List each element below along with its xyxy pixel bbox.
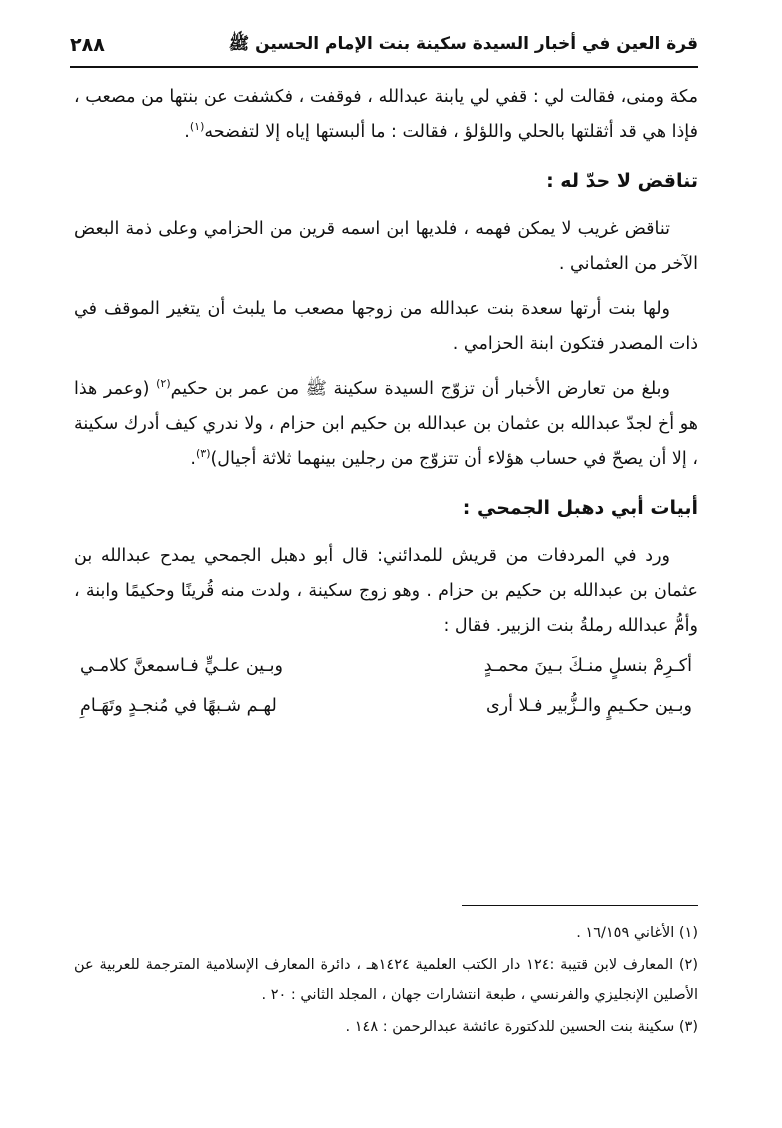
poem-verse [74,646,698,686]
verse-hemistich-second: وبـين علـيٍّ فـاسمعنَّ كلامـي [80,656,283,676]
section-heading-verses: أبيات أبي دهبل الجمحي : [462,497,698,519]
paragraph-1-end: . [184,122,190,142]
footnote-divider [462,905,698,906]
paragraph-2: تناقض غريب لا يمكن فهمه ، فلديها ابن اسمه قرين من الحزامي وعلى ذمة البعض الآخر من العثماني . [74,219,698,274]
verse-hemistich-second: لهـم شـبهًا في مُنجـدٍ وتَهَـامِ [80,696,277,716]
footnote-2: (٢) المعارف لابن قتيبة :١٢٤ دار الكتب العلمية ١٤٢٤هـ ، دائرة المعارف الإسلامية المترجمة للعربية عن الأصلين الإنجليزي والفرنسي ، طبعة انتشارات جهان ، المجلد الثاني : ٢٠ . [74,957,698,1003]
paragraph-3: ولها بنت أرتها سعدة بنت عبدالله من زوجها مصعب ما يلبث أن يتغير الموقف في ذات المصدر فتكون ابنة الحزامي . [74,299,698,354]
paragraph-1 [74,80,698,150]
footnote-ref-3: (٣) [195,447,211,461]
running-header [70,24,698,68]
footnotes [74,918,698,1044]
header-title: قرة العين في أخبار السيدة سكينة بنت الإمام الحسين ﷺ [228,33,698,54]
section-heading-contradiction: تناقض لا حدّ له : [546,170,698,192]
paragraph-4-end: . [190,449,196,469]
main-text [74,80,698,726]
footnote-1: (١) الأغاني ١٦/١٥٩ . [576,925,698,941]
poem-verse [74,686,698,726]
paragraph-1-text: مكة ومنى، فقالت لي : قفي لي يابنة عبدالله ، فوقفت ، فكشفت عن بنتها من مصعب ، فإذا هي قد أثقلتها بالحلي واللؤلؤ ، فقالت : ما ألبستها إياه إلا لتفضحه [74,87,698,142]
paragraph-4-text-b: (وعمر هذا هو أخ لجدّ عبدالله بن عثمان بن عبدالله بن حكيم ابن حزام ، ولا ندري كيف أدرك سكينة ، إلا أن يصحّ في حساب هؤلاء أن تتزوّج من رجلين بينهما ثلاثة أجيال) [74,379,698,469]
footnote-3: (٣) سكينة بنت الحسين للدكتورة عائشة عبدالرحمن : ١٤٨ . [345,1019,698,1035]
paragraph-4-text-a: وبلغ من تعارض الأخبار أن تزوّج السيدة سكينة ﷺ من عمر بن حكيم [170,379,670,399]
verse-hemistich-first: وبـين حكـيمٍ والـزُّبير فـلا أرى [485,696,692,716]
footnote-ref-1: (١) [189,120,205,134]
paragraph-5: ورد في المردفات من قريش للمدائني: قال أبو دهبل الجمحي يمدح عبدالله بن عثمان بن عبدالله بن حكيم بن حزام . وهو زوج سكينة ، ولدت منه قُرينًا وحكيمًا وابنة ، وأمُّ عبدالله رملةُ بنت الزبير. فقال : [74,546,698,636]
verse-hemistich-first: أكـرِمْ بنسلٍ منـكَ بـينَ محمـدٍ [483,656,692,676]
page-number: ٢٨٨ [70,34,105,56]
footnote-ref-2: (٢) [156,377,171,391]
paragraph-4 [74,372,698,477]
